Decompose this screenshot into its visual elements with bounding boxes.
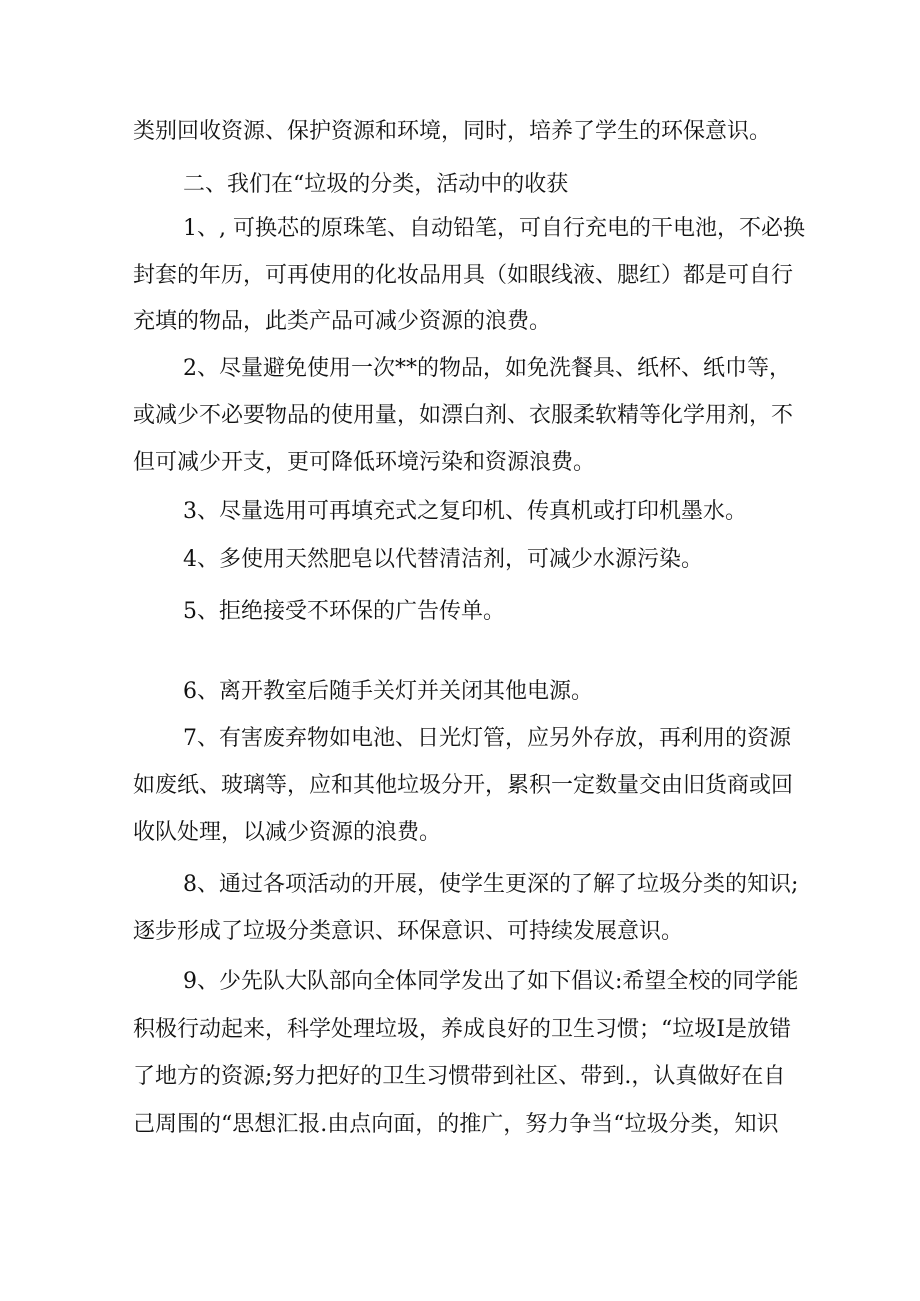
text-line: 7、有害废弃物如电池、日光灯管，应另外存放，再利用的资源 <box>183 726 791 751</box>
text-line: 9、少先队大队部向全体同学发出了如下倡议:希望全校的同学能 <box>183 969 799 994</box>
text-line: 6、离开教室后随手关灯并关闭其他电源。 <box>183 679 593 704</box>
text-line: 类别回收资源、保护资源和环境，同时，培养了学生的环保意识。 <box>133 119 772 144</box>
text-line: 己周围的“思想汇报.由点向面，的推广，努力争当“垃圾分类，知识 <box>133 1112 779 1137</box>
text-line: 但可减少开支，更可降低环境污染和资源浪费。 <box>133 450 596 475</box>
section-heading: 二、我们在“垃圾的分类，活动中的收获 <box>183 172 569 197</box>
text-line: 了地方的资源;努力把好的卫生习惯带到社区、带到.，认真做好在自 <box>133 1064 786 1089</box>
text-line: 积极行动起来，科学处理垃圾，养成良好的卫生习惯；“垃圾I是放错 <box>133 1017 791 1042</box>
text-line: 或减少不必要物品的使用量，如漂白剂、衣服柔软精等化学用剂，不 <box>133 403 794 428</box>
text-line: 1、, 可换芯的原珠笔、自动铅笔，可自行充电的干电池，不必换 <box>183 216 805 241</box>
text-line: 收队处理，以减少资源的浪费。 <box>133 820 442 845</box>
text-line: 3、尽量选用可再填充式之复印机、传真机或打印机墨水。 <box>183 499 747 524</box>
text-line: 充填的物品，此类产品可减少资源的浪费。 <box>133 309 552 334</box>
text-line: 4、多使用天然肥皂以代替清洁剂，可减少水源污染。 <box>183 547 703 572</box>
text-line: 5、拒绝接受不环保的广告传单。 <box>183 599 505 624</box>
text-line: 逐步形成了垃圾分类意识、环保意识、可持续发展意识。 <box>133 919 684 944</box>
text-line: 如废纸、玻璃等，应和其他垃圾分开，累积一定数量交由旧货商或回 <box>133 773 794 798</box>
text-line: 封套的年历，可再使用的化妆品用具（如眼线液、腮红）都是可自行 <box>133 263 794 288</box>
text-line: 8、通过各项活动的开展，使学生更深的了解了垃圾分类的知识; <box>183 872 799 897</box>
text-line: 2、尽量避免使用一次**的物品，如免洗餐具、纸杯、纸巾等， <box>183 356 791 381</box>
